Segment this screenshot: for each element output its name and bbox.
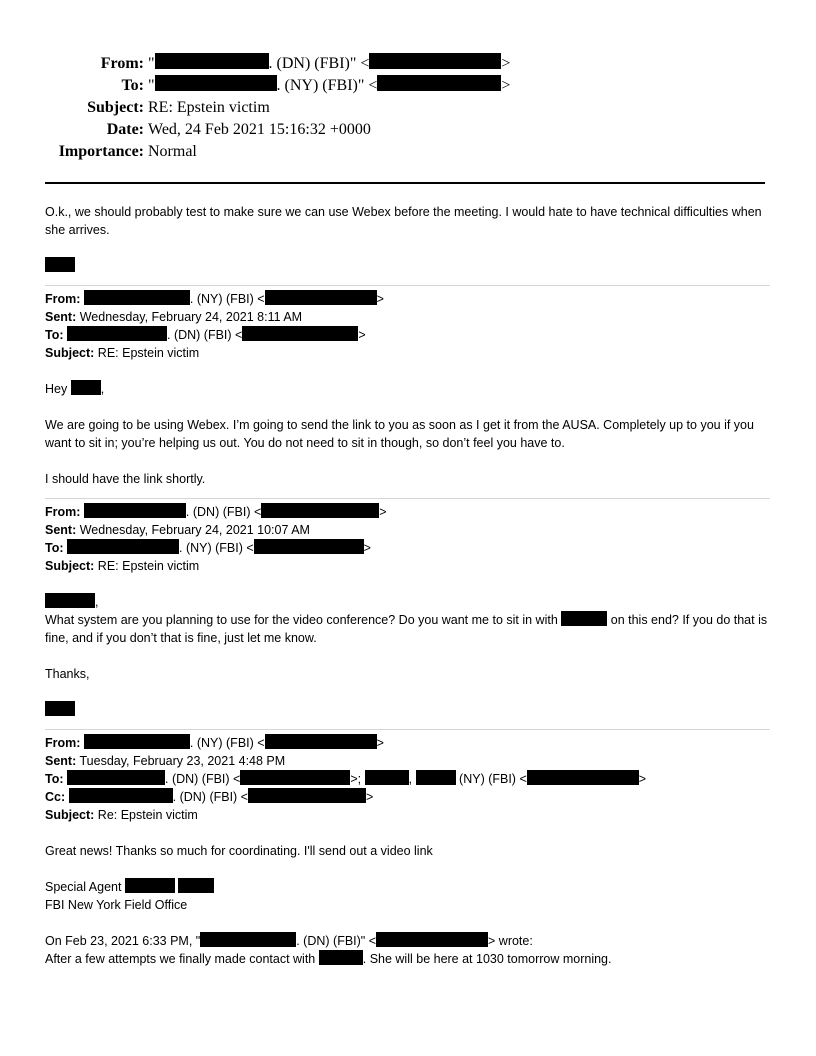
subject-label: Subject:: [87, 99, 144, 116]
msg4-sent-line: [45, 752, 770, 770]
to-close: >: [638, 772, 647, 786]
subject-label: Subject:: [45, 346, 95, 360]
redaction: [265, 290, 377, 305]
email-body: [45, 203, 770, 968]
redaction: [561, 611, 607, 626]
redaction: [369, 53, 501, 69]
msg4-subject-line: [45, 806, 770, 824]
msg2-from-line: [45, 290, 770, 308]
to-org: . (DN) (FBI) <: [167, 328, 243, 342]
cc-org: . (DN) (FBI) <: [172, 790, 248, 804]
to-close: >: [358, 328, 366, 342]
from-org: . (NY) (FBI) <: [189, 292, 265, 306]
redaction: [45, 593, 95, 608]
greeting-comma: ,: [100, 382, 105, 396]
redaction: [84, 734, 190, 749]
subject-label: Subject:: [45, 808, 95, 822]
msg3-greeting: [45, 593, 770, 611]
header-importance-row: [40, 141, 520, 163]
redaction: [178, 878, 214, 893]
from-label: From:: [100, 55, 144, 72]
date-value: Wed, 24 Feb 2021 15:16:32 +0000: [148, 121, 371, 138]
redaction: [45, 257, 75, 272]
subject-label: Subject:: [45, 559, 95, 573]
redaction: [242, 326, 358, 341]
body-text: on this end? If you do that is fine, and if you don’t that is fine, just let me know.: [45, 613, 768, 645]
sent-label: Sent:: [45, 754, 77, 768]
subject-value: RE: Epstein victim: [97, 559, 200, 573]
date-label: Date:: [106, 121, 144, 138]
from-label: From:: [45, 736, 81, 750]
msg4-signature-office: FBI New York Field Office: [45, 898, 188, 912]
msg4-quote-header: [45, 932, 770, 950]
message-divider: [45, 498, 770, 499]
subject-value: RE: Epstein victim: [97, 346, 200, 360]
redaction: [365, 770, 409, 785]
importance-label: Importance:: [58, 143, 144, 160]
greeting-text: Hey: [45, 382, 68, 396]
to-org: . (NY) (FBI) <: [179, 541, 254, 555]
header-divider: [45, 182, 765, 184]
from-org: . (NY) (FBI) <: [189, 736, 265, 750]
subject-value: RE: Epstein victim: [148, 99, 270, 116]
msg1-body: O.k., we should probably test to make sure we can use Webex before the meeting. I would hate to have technical difficulties when she arrives.: [45, 205, 762, 237]
redaction: [155, 53, 269, 69]
quote-wrote: > wrote:: [488, 934, 533, 948]
to-quote: ": [148, 77, 155, 94]
to-separator: >;: [350, 772, 365, 786]
from-label: From:: [45, 505, 81, 519]
redaction: [84, 290, 190, 305]
msg4-from-line: [45, 734, 770, 752]
from-label: From:: [45, 292, 81, 306]
redaction: [254, 539, 364, 554]
redaction: [527, 770, 639, 785]
redaction: [71, 380, 101, 395]
message-divider: [45, 285, 770, 286]
redaction: [155, 75, 277, 91]
msg3-to-line: [45, 539, 770, 557]
quote-intro: On Feb 23, 2021 6:33 PM, ": [45, 934, 201, 948]
redaction: [125, 878, 175, 893]
header-from-row: [40, 53, 520, 75]
signature-title: Special Agent: [45, 880, 122, 894]
to-org: . (NY) (FBI)" <: [276, 77, 378, 94]
msg2-greeting: [45, 380, 770, 398]
from-close: >: [501, 55, 511, 72]
redaction: [200, 932, 296, 947]
header-date-row: [40, 119, 520, 141]
email-header: [40, 53, 520, 163]
msg4-signature-title: [45, 878, 770, 896]
msg4-body: Great news! Thanks so much for coordinating. I'll send out a video link: [45, 844, 433, 858]
redaction: [377, 75, 501, 91]
header-to-row: [40, 75, 520, 97]
redaction: [69, 788, 173, 803]
cc-label: Cc:: [45, 790, 66, 804]
to-close: >: [501, 77, 511, 94]
msg2-body: We are going to be using Webex. I’m going to send the link to you as soon as I get it from the AUSA. Completely up to you if you want to sit in; you’re helping us out. You do not need to sit in though, so don’t feel you have to.: [45, 418, 754, 450]
from-close: >: [376, 736, 384, 750]
cc-close: >: [365, 790, 374, 804]
msg3-body: [45, 611, 770, 647]
redaction: [84, 503, 186, 518]
msg3-subject-line: [45, 557, 770, 575]
sent-value: Tuesday, February 23, 2021 4:48 PM: [79, 754, 286, 768]
sent-label: Sent:: [45, 310, 77, 324]
to-label: To:: [121, 77, 144, 94]
from-org: . (DN) (FBI) <: [185, 505, 262, 519]
to-comma: ,: [408, 772, 413, 786]
msg3-thanks: Thanks,: [45, 667, 90, 681]
subject-value: Re: Epstein victim: [97, 808, 198, 822]
header-subject-row: [40, 97, 520, 119]
sent-value: Wednesday, February 24, 2021 8:11 AM: [79, 310, 303, 324]
redaction: [416, 770, 456, 785]
redaction: [67, 770, 165, 785]
from-org: . (DN) (FBI)" <: [268, 55, 370, 72]
redaction: [67, 326, 167, 341]
redaction: [248, 788, 366, 803]
redaction: [67, 539, 179, 554]
redaction: [261, 503, 379, 518]
redaction: [265, 734, 377, 749]
msg3-signature: [45, 701, 770, 719]
from-quote: ": [148, 55, 155, 72]
msg4-cc-line: [45, 788, 770, 806]
msg1-signature: [45, 257, 770, 275]
redaction: [45, 701, 75, 716]
msg3-from-line: [45, 503, 770, 521]
msg3-sent-line: [45, 521, 770, 539]
to-close: >: [363, 541, 371, 555]
redaction: [319, 950, 363, 965]
quote-text: . She will be here at 1030 tomorrow morning.: [362, 952, 612, 966]
importance-value: Normal: [148, 143, 197, 160]
to-label: To:: [45, 541, 64, 555]
from-close: >: [379, 505, 387, 519]
msg2-subject-line: [45, 344, 770, 362]
to-label: To:: [45, 328, 64, 342]
sent-label: Sent:: [45, 523, 77, 537]
msg2-sent-line: [45, 308, 770, 326]
message-divider: [45, 729, 770, 730]
to-label: To:: [45, 772, 64, 786]
sent-value: Wednesday, February 24, 2021 10:07 AM: [79, 523, 310, 537]
greeting-comma: ,: [95, 595, 99, 609]
to-org: (NY) (FBI) <: [455, 772, 527, 786]
msg4-to-line: [45, 770, 770, 788]
quote-text: After a few attempts we finally made contact with: [45, 952, 316, 966]
msg2-body-closing: I should have the link shortly.: [45, 472, 206, 486]
body-text: What system are you planning to use for the video conference? Do you want me to sit in with: [45, 613, 558, 627]
redaction: [240, 770, 350, 785]
to-org: . (DN) (FBI) <: [165, 772, 241, 786]
redaction: [376, 932, 488, 947]
from-close: >: [376, 292, 384, 306]
msg4-quote-body: [45, 950, 770, 968]
msg2-to-line: [45, 326, 770, 344]
quote-org: . (DN) (FBI)" <: [296, 934, 377, 948]
